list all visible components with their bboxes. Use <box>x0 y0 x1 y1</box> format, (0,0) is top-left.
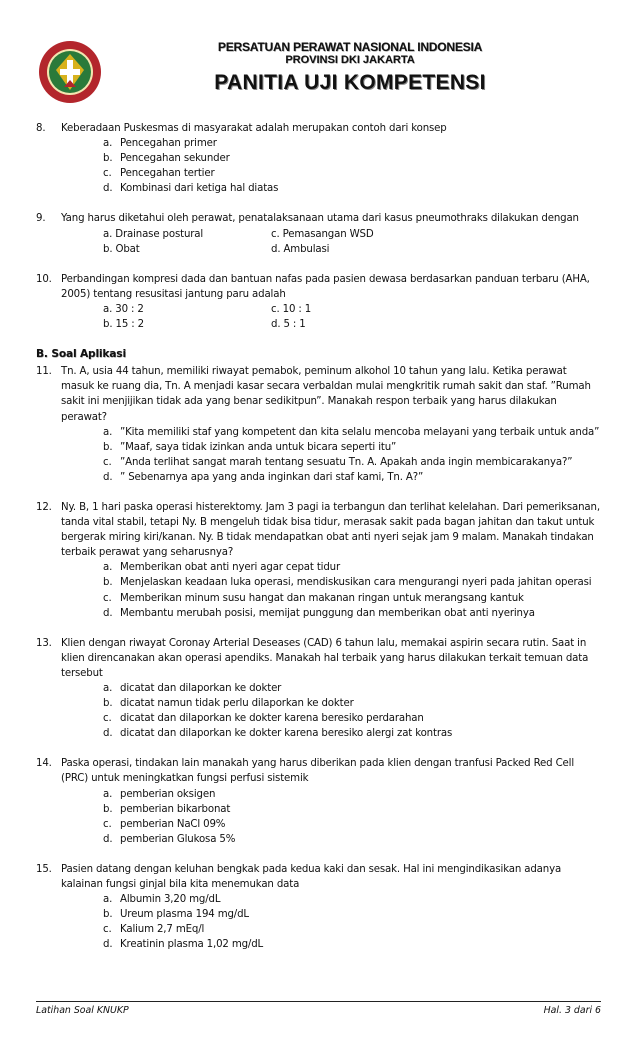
option-item: d. Ambulasi <box>271 243 330 255</box>
option-item <box>103 560 601 575</box>
option-item <box>103 470 601 485</box>
option-item <box>103 696 601 711</box>
option-text: dicatat dan dilaporkan ke dokter <box>120 683 282 694</box>
option-text: pemberian bikarbonat <box>120 803 231 815</box>
option-item: c. 10 : 1 <box>271 303 312 315</box>
question-text: Klien dengan riwayat Coronay Arterial Deseases (CAD) 6 tahun lalu, memakai aspirin secara rutin. Saat in klien direncanakan akan operasi apendiks. Manakah hal terbaik yang harus dilakukan terkait temuan data tersebut <box>61 637 589 679</box>
question-number: 14. <box>36 758 52 770</box>
question-text: Tn. A, usia 44 tahun, memiliki riwayat pemabok, peminum alkohol 10 tahun yang lalu. Ketika perawat masuk ke ruang dia, Tn. A menjadi kasar secara verbaldan mulai mengkritik rumah sakit dan staf. ”Rumah sakit ini menjijikan tidak ada yang benar sedikitpun”. Manakah respon terbaik yang harus dilakukan perawat? <box>61 366 591 423</box>
option-text: Kombinasi dari ketiga hal diatas <box>120 183 279 195</box>
question-text: Perbandingan kompresi dada dan bantuan nafas pada pasien dewasa berdasarkan panduan terbaru (AHA, 2005) tentang resusitasi jantung paru adalah <box>61 273 590 300</box>
option-letter: d. <box>103 728 113 740</box>
option-text: Ureum plasma 194 mg/dL <box>120 909 249 921</box>
question-number: 13. <box>36 637 52 649</box>
question-text: Yang harus diketahui oleh perawat, penatalaksanaan utama dari kasus pneumothraks dilakukan dengan <box>61 213 579 225</box>
option-text: Memberikan obat anti nyeri agar cepat tidur <box>120 562 341 574</box>
option-item <box>103 606 601 621</box>
option-item <box>103 802 601 817</box>
option-letter: d. <box>103 833 113 845</box>
option-letter: b. <box>103 803 113 815</box>
section-heading: B. Soal Aplikasi <box>36 348 126 361</box>
question-text: Ny. B, 1 hari paska operasi histerektomy. Jam 3 pagi ia terbangun dan terlihat kelelahan. Dari pemeriksanan, tanda vital stabil, tetapi Ny. B mengeluh tidak bisa tidur, merasak sakit pada bagan jahitan dan takut untuk bergerak miring kiri/kanan. Ny. B tidak mendapatkan obat anti nyeri sejak jam 9 malam. Manakah tindakan terbaik perawat yang seharusnya? <box>61 501 600 559</box>
option-item <box>103 787 601 802</box>
question-number: 10. <box>36 273 52 285</box>
option-grid <box>103 227 601 257</box>
option-item <box>103 136 601 151</box>
option-item <box>103 455 601 470</box>
option-item: b. 15 : 2 <box>103 319 144 331</box>
option-item: a. 30 : 2 <box>103 303 144 315</box>
option-letter: b. <box>103 577 113 589</box>
option-text: dicatat namun tidak perlu dilaporkan ke dokter <box>120 698 354 710</box>
option-item <box>103 711 601 726</box>
option-item <box>103 425 601 440</box>
option-item <box>103 591 601 606</box>
option-text: ”Kita memiliki staf yang kompetent dan kita selalu mencoba melayani yang terbaik untuk anda” <box>120 426 600 438</box>
option-letter: a. <box>103 562 113 574</box>
option-letter: d. <box>103 607 113 619</box>
option-letter: a. <box>103 683 113 694</box>
option-letter: c. <box>103 456 112 468</box>
option-text: dicatat dan dilaporkan ke dokter karena beresiko perdarahan <box>120 713 424 725</box>
option-list <box>103 560 601 620</box>
option-text: Pencegahan primer <box>120 138 217 150</box>
committee-title: PANITIA UJI KOMPETENSI <box>214 71 486 94</box>
footer-page-number: Hal. 3 dari 6 <box>543 1005 601 1016</box>
option-item: b. Obat <box>103 243 140 255</box>
option-text: dicatat dan dilaporkan ke dokter karena beresiko alergi zat kontras <box>120 728 453 740</box>
question-12 <box>36 500 601 621</box>
question-text: Pasien datang dengan keluhan bengkak pada kedua kaki dan sesak. Hal ini mengindikasikan adanya kalainan fungsi ginjal bila kita menemukan data <box>61 863 562 891</box>
option-item <box>103 151 601 166</box>
option-text: ”Maaf, saya tidak izinkan anda untuk bicara seperti itu” <box>120 441 397 453</box>
option-item <box>103 726 601 741</box>
option-text: pemberian oksigen <box>120 788 216 800</box>
option-letter: d. <box>103 183 113 195</box>
footer-left-text: Latihan Soal KNUKP <box>36 1005 129 1016</box>
option-item <box>103 832 601 847</box>
option-list <box>103 892 601 952</box>
option-item <box>103 937 601 952</box>
question-15 <box>36 862 601 953</box>
question-13 <box>36 636 601 742</box>
question-9 <box>36 211 601 256</box>
option-item <box>103 907 601 922</box>
option-text: Memberikan minum susu hangat dan makanan ringan untuk merangsang kantuk <box>120 592 524 604</box>
option-text: pemberian Glukosa 5% <box>120 833 236 845</box>
option-text: ” Sebenarnya apa yang anda inginkan dari staf kami, Tn. A?” <box>120 471 424 483</box>
question-number: 9. <box>36 213 46 225</box>
option-text: Pencegahan tertier <box>120 168 215 180</box>
option-letter: a. <box>103 788 113 800</box>
option-list <box>103 787 601 847</box>
option-item: d. 5 : 1 <box>271 319 306 331</box>
question-number: 11. <box>36 366 52 378</box>
option-item: c. Pemasangan WSD <box>271 228 374 240</box>
option-item <box>103 892 601 907</box>
option-item <box>103 681 601 696</box>
option-text: Menjelaskan keadaan luka operasi, mendiskusikan cara mengurangi nyeri pada jahitan operasi <box>120 577 592 589</box>
option-item <box>103 181 601 196</box>
question-text: Paska operasi, tindakan lain manakah yang harus diberikan pada klien dengan tranfusi Packed Red Cell (PRC) untuk meningkatkan fungsi perfusi sistemik <box>61 758 575 785</box>
province-title: PROVINSI DKI JAKARTA <box>285 54 415 66</box>
option-letter: b. <box>103 698 113 710</box>
option-letter: c. <box>103 924 112 936</box>
option-letter: c. <box>103 818 112 830</box>
option-letter: a. <box>103 138 113 150</box>
organization-title: PERSATUAN PERAWAT NASIONAL INDONESIA <box>217 40 483 54</box>
ppni-logo-emblem <box>38 40 102 104</box>
option-text: pemberian NaCl 09% <box>120 818 226 830</box>
option-text: Membantu merubah posisi, memijat punggung dan memberikan obat anti nyerinya <box>120 607 535 619</box>
option-list <box>103 425 601 485</box>
option-letter: d. <box>103 471 113 483</box>
question-11 <box>36 364 601 485</box>
question-number: 15. <box>36 863 52 875</box>
option-text: Kreatinin plasma 1,02 mg/dL <box>120 939 264 951</box>
question-8 <box>36 121 601 196</box>
option-letter: c. <box>103 592 112 604</box>
question-text: Keberadaan Puskesmas di masyarakat adalah merupakan contoh dari konsep <box>61 123 447 134</box>
option-letter: b. <box>103 441 113 453</box>
option-letter: a. <box>103 426 113 438</box>
option-grid <box>103 302 601 332</box>
questions-body <box>36 121 601 968</box>
option-item <box>103 575 601 590</box>
question-number: 12. <box>36 501 52 513</box>
option-item <box>103 922 601 937</box>
option-letter: b. <box>103 153 113 165</box>
question-10 <box>36 272 601 332</box>
page-footer <box>36 1001 601 1016</box>
option-text: Pencegahan sekunder <box>120 153 230 165</box>
option-text: Albumin 3,20 mg/dL <box>120 894 221 906</box>
option-letter: a. <box>103 894 113 906</box>
option-letter: d. <box>103 939 113 951</box>
option-list <box>103 136 601 196</box>
question-number: 8. <box>36 123 46 134</box>
option-letter: c. <box>103 168 112 180</box>
option-item <box>103 166 601 181</box>
option-item <box>103 440 601 455</box>
question-14 <box>36 756 601 847</box>
option-letter: b. <box>103 909 113 921</box>
option-item: a. Drainase postural <box>103 228 204 240</box>
option-text: ”Anda terlihat sangat marah tentang sesuatu Tn. A. Apakah anda ingin membicarakanya?” <box>120 456 573 468</box>
option-list <box>103 681 601 741</box>
option-text: Kalium 2,7 mEq/l <box>120 924 205 936</box>
option-item <box>103 817 601 832</box>
option-letter: c. <box>103 713 112 725</box>
